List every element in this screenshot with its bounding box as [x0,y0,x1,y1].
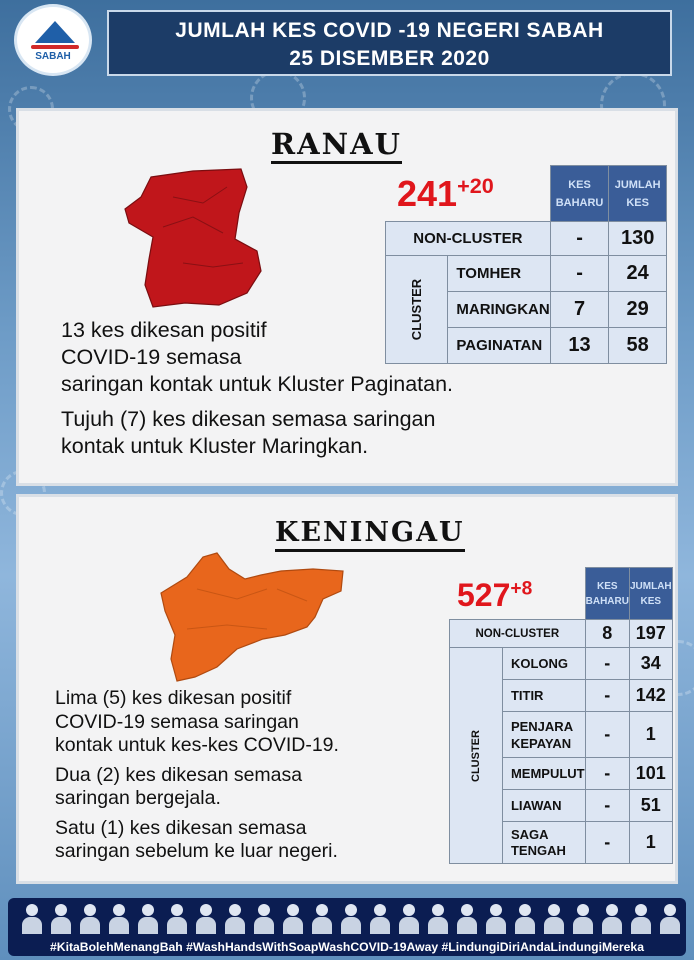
note-line: saringan bergejala. [55,787,221,809]
person-icon [167,904,187,934]
cluster-label: CLUSTER [386,256,448,364]
keningau-delta: +8 [510,578,533,600]
person-icon [283,904,303,934]
row-total-cases: 197 [629,620,672,648]
table-row [450,620,673,648]
keningau-notes [55,687,339,864]
note-line: Tujuh (7) kes dikesan semasa saringan [61,407,436,431]
ranau-panel [16,108,678,486]
logo-stripe [31,45,79,49]
row-new-cases: 8 [585,620,629,648]
note-line: Dua (2) kes dikesan semasa [55,763,303,786]
row-label: NON-CLUSTER [386,222,551,256]
row-label: MEMPULUT [502,758,585,790]
page-title [107,10,672,76]
row-new-cases: - [585,758,629,790]
row-total-cases: 58 [609,328,667,364]
person-icon [486,904,506,934]
person-icon [399,904,419,934]
header-jumlah-kes: JUMLAH KES [629,568,672,620]
person-icon [457,904,477,934]
ranau-map-shape [125,169,261,307]
cluster-label: CLUSTER [450,648,503,864]
header-jumlah-kes: JUMLAH KES [609,166,667,222]
note-line: Satu (1) kes dikesan semasa [55,816,307,839]
row-new-cases: 7 [550,292,609,328]
ranau-notes [61,317,453,460]
person-icon [660,904,680,934]
person-icon [370,904,390,934]
person-icon [515,904,535,934]
row-total-cases: 24 [609,256,667,292]
row-total-cases: 1 [629,712,672,758]
person-icon [138,904,158,934]
row-label: MARINGKAN [448,292,550,328]
row-label: SAGA TENGAH [502,822,585,864]
person-icon [51,904,71,934]
district-title-keningau: KENINGAU [275,517,465,552]
footer-banner [8,898,686,956]
person-icon [428,904,448,934]
row-total-cases: 101 [629,758,672,790]
person-icon [109,904,129,934]
row-label: KOLONG [502,648,585,680]
note-line: saringan kontak untuk Kluster Paginatan. [61,372,454,396]
row-new-cases: - [585,680,629,712]
row-new-cases: - [585,790,629,822]
mountain-icon [35,21,75,43]
person-icon [573,904,593,934]
row-total-cases: 34 [629,648,672,680]
row-new-cases: - [550,222,609,256]
district-title-ranau: RANAU [271,127,402,164]
person-icon [544,904,564,934]
row-total-cases: 29 [609,292,667,328]
row-label: PAGINATAN [448,328,550,364]
ranau-map [123,167,263,309]
keningau-panel [16,494,678,884]
row-new-cases: - [585,648,629,680]
keningau-map [157,549,347,685]
title-line-2: 25 DISEMBER 2020 [289,47,490,70]
person-icon [80,904,100,934]
note-line: saringan sebelum ke luar negeri. [55,840,338,862]
row-label: TITIR [502,680,585,712]
logo-text: SABAH [35,51,71,62]
keningau-total: 527 [457,577,511,613]
header-kes-baharu: KES BAHARU [550,166,609,222]
title-line-1: JUMLAH KES COVID -19 NEGERI SABAH [175,19,604,42]
row-new-cases: 13 [550,328,609,364]
person-icon [631,904,651,934]
person-icon [602,904,622,934]
person-icon [254,904,274,934]
table-row [450,648,673,680]
row-total-cases: 130 [609,222,667,256]
note-line: kontak untuk kes-kes COVID-19. [55,734,339,756]
frontliner-figures [8,900,686,936]
note-line: kontak untuk Kluster Maringkan. [61,434,369,458]
table-row [386,222,667,256]
note-line: 13 kes dikesan positif [61,318,267,342]
person-icon [225,904,245,934]
keningau-case-table [449,567,673,864]
row-total-cases: 142 [629,680,672,712]
note-line: Lima (5) kes dikesan positif [55,687,292,709]
footer-hashtags: #KitaBolehMenangBah #WashHandsWithSoapWashCOVID-19Away #LindungiDiriAndaLindungiMereka [50,940,644,954]
person-icon [341,904,361,934]
row-new-cases: - [585,822,629,864]
ranau-total: 241 [397,173,458,214]
keningau-map-shape [161,553,343,681]
row-total-cases: 1 [629,822,672,864]
person-icon [22,904,42,934]
table-row [386,256,667,292]
row-label: NON-CLUSTER [450,620,586,648]
person-icon [312,904,332,934]
row-new-cases: - [585,712,629,758]
ranau-delta: +20 [457,173,494,198]
row-total-cases: 51 [629,790,672,822]
person-icon [196,904,216,934]
sabah-logo [14,4,92,76]
header-kes-baharu: KES BAHARU [585,568,629,620]
row-label: TOMHER [448,256,550,292]
note-line: COVID-19 semasa [61,345,242,369]
row-new-cases: - [550,256,609,292]
row-label: PENJARA KEPAYAN [502,712,585,758]
note-line: COVID-19 semasa saringan [55,710,299,733]
row-label: LIAWAN [502,790,585,822]
